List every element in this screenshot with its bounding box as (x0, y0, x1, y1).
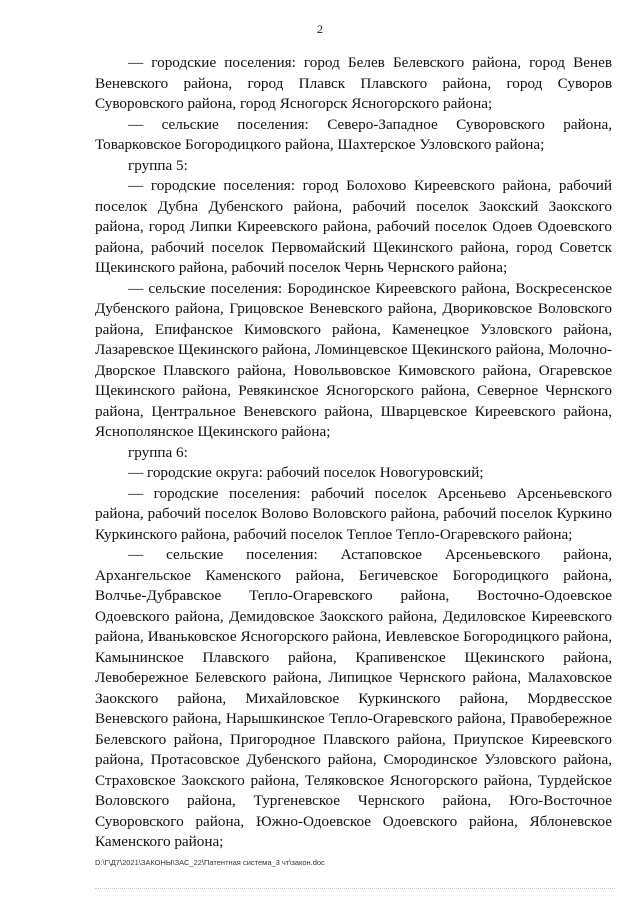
footer-file-path: D:\Г\Д7\2021\ЗАКОНЫ\ЗАС_22\Патентная система_3 чт\закон.doc (95, 858, 325, 867)
group-heading: группа 6: (128, 443, 188, 461)
paragraph: — сельские поселения: Бородинское Киреевского района, Воскресенское Дубенского района, Грицовское Веневского района, Двориковское Воловского района, Епифанское Кимовского района, Каменецкое Узловского района, Лазаревское Щекинского района, Ломинцевское Щекинского района, Молочно-Дворское Плавского района, Новольвовское Кимовского района, Огаревское Щекинского района, Ревякинское Ясногорского района, Северное Чернского района, Центральное Веневского района, Шварцевское Киреевского района, Яснополянское Щекинского района; (95, 279, 612, 440)
paragraph: — городские поселения: рабочий поселок Арсеньево Арсеньевского района, рабочий поселок Волово Воловского района, рабочий поселок Куркино Куркинского района, рабочий поселок Теплое Тепло-Огаревского района; (95, 484, 612, 543)
paragraph: — городские поселения: город Белев Белевского района, город Венев Веневского района, город Плавск Плавского района, город Суворов Суворовского района, город Ясногорск Ясногорского района; (95, 54, 612, 112)
page-number: 2 (317, 22, 323, 36)
bottom-divider (95, 888, 615, 891)
group-heading: группа 5: (128, 156, 188, 174)
paragraph: — сельские поселения: Северо-Западное Суворовского района, Товарковское Богородицкого района, Шахтерское Узловского района; (95, 115, 612, 153)
paragraph: — сельские поселения: Астаповское Арсеньевского района, Архангельское Каменского района, Бегичевское Богородицкого района, Волчье-Дубравское Тепло-Огаревского района, Восточно-Одоевское Одоевского района, Демидовское Заокского района, Дедиловское Киреевского района, Иваньковское Ясногорского района, Иевлевское Богородицкого района, Камынинское Плавского района, Крапивенское Щекинского района, Левобережное Белевского района, Липицкое Чернского района, Малаховское Заокского района, Михайловское Куркинского района, Мордвесское Веневского района, Нарышкинское Тепло-Огаревского района, Правобережное Белевского района, Пригородное Плавского района, Приупское Киреевского района, Протасовское Дубенского района, Смородинское Узловского района, Страховское Заокского района, Теляковское Ясногорского района, Турдейское Воловского района, Тургеневское Чернского района, Юго-Восточное Суворовского района, Южно-Одоевское Одоевского района, Яблоневское Каменского района; (95, 546, 612, 850)
document-body (95, 53, 612, 853)
paragraph: — городские округа: рабочий поселок Новогуровский; (128, 464, 484, 481)
paragraph: — городские поселения: город Болохово Киреевского района, рабочий поселок Дубна Дубенского района, рабочий поселок Заокский Заокского района, город Липки Киреевского района, рабочий поселок Одоев Одоевского района, рабочий поселок Первомайский Щекинского района, город Советск Щекинского района, рабочий поселок Чернь Чернского района; (95, 177, 612, 276)
